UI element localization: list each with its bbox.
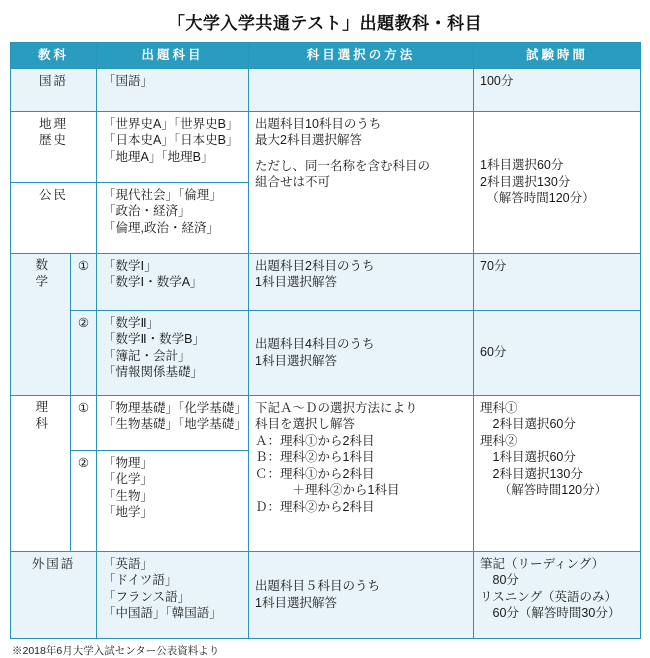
column-header-exam-subjects: 出題科目 [97,43,249,69]
subject-label-koumin: 公民 [11,182,97,253]
exam-subjects-table [10,42,641,639]
table-row [11,395,641,450]
subject-list-chirirekishi: 「世界史A」「世界史B」 「日本史A」「日本史B」 「地理A」「地理B」 [97,111,249,182]
subject-list-suugaku-1: 「数学Ⅰ」 「数学Ⅰ・数学A」 [97,253,249,310]
subject-list-rika-1: 「物理基礎」「化学基礎」 「生物基礎」「地学基礎」 [97,395,249,450]
group-number-suugaku-1: ① [71,253,97,310]
exam-time-gaikokugo: 筆記（リーディング） 80分 リスニング（英語のみ） 60分（解答時間30分） [474,551,641,638]
column-header-subject: 教科 [11,43,97,69]
exam-time-shakai: 1科目選択60分 2科目選択130分 （解答時間120分） [474,111,641,253]
group-number-suugaku-2: ② [71,310,97,395]
table-row [11,310,641,395]
selection-method-suugaku-1: 出題科目2科目のうち 1科目選択解答 [249,253,474,310]
subject-list-rika-2: 「物理」 「化学」 「生物」 「地学」 [97,450,249,551]
table-row [11,68,641,111]
table-row [11,551,641,638]
table-header-row [11,43,641,69]
table-row [11,253,641,310]
subject-list-kokugo: 「国語」 [97,68,249,111]
selection-method-suugaku-2: 出題科目4科目のうち 1科目選択解答 [249,310,474,395]
subject-label-rika: 理科 [11,395,71,551]
exam-time-suugaku-2: 60分 [474,310,641,395]
table-header [11,43,641,69]
group-number-rika-2: ② [71,450,97,551]
exam-time-rika: 理科① 2科目選択60分 理科② 1科目選択60分 2科目選択130分 （解答時間120分） [474,395,641,551]
column-header-exam-time: 試験時間 [474,43,641,69]
subject-list-suugaku-2: 「数学Ⅱ」 「数学Ⅱ・数学B」 「簿記・会計」 「情報関係基礎」 [97,310,249,395]
subject-label-kokugo: 国語 [11,68,97,111]
selection-method-gaikokugo: 出題科目５科目のうち 1科目選択解答 [249,551,474,638]
subject-label-suugaku: 数学 [11,253,71,395]
column-header-selection-method: 科目選択の方法 [249,43,474,69]
subject-label-gaikokugo: 外国語 [11,551,97,638]
table-row [11,111,641,182]
subject-list-gaikokugo: 「英語」 「ドイツ語」 「フランス語」 「中国語」「韓国語」 [97,551,249,638]
footnote: ※2018年6月大学入試センター公表資料より [12,644,220,657]
exam-time-suugaku-1: 70分 [474,253,641,310]
subject-list-koumin: 「現代社会」「倫理」 「政治・経済」 「倫理,政治・経済」 [97,182,249,253]
page-title: 「大学入学共通テスト」出題教科・科目 [167,14,483,33]
table-body [11,68,641,638]
selection-method-shakai: 出題科目10科目のうち 最大2科目選択解答 ただし、同一名称を含む科目の 組合せは不可 [249,111,474,253]
selection-method-rika: 下記Ａ～Ｄの選択方法により 科目を選択し解答 Ａ：理科①から2科目 Ｂ：理科②から1科目 Ｃ：理科①から2科目 ＋理科②から1科目 Ｄ：理科②から2科目 [249,395,474,551]
exam-time-kokugo: 100分 [474,68,641,111]
subject-label-chirirekishi: 地理 歴史 [11,111,97,182]
selection-method-kokugo [249,68,474,111]
group-number-rika-1: ① [71,395,97,450]
